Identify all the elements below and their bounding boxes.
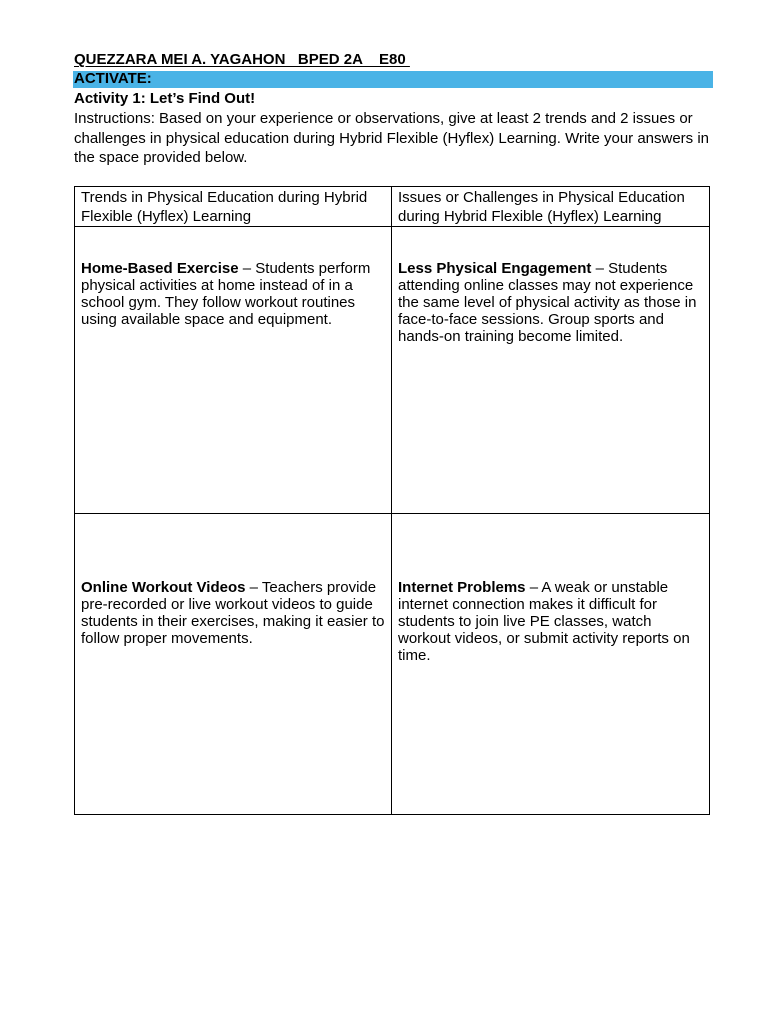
table-header-divider	[75, 226, 709, 227]
activate-section-bar	[73, 71, 713, 88]
trend-cell-2	[75, 579, 391, 647]
answer-table	[74, 186, 710, 815]
issue-term: Internet Problems	[398, 579, 526, 596]
header-trends: Trends in Physical Education during Hybrid Flexible (Hyflex) Learning	[81, 189, 368, 225]
activate-section-label: ACTIVATE:	[74, 70, 152, 87]
issue-cell-1	[392, 260, 710, 345]
instructions-text: Instructions: Based on your experience or observations, give at least 2 trends and 2 issues or challenges in physical education during Hybrid Flexible (Hyflex) Learning. Write your answers in the space provided below.	[74, 110, 710, 166]
trend-description: – Students perform physical activities at home instead of in a school gym. They follow workout routines using available space and equipment.	[81, 260, 371, 328]
trend-cell-1	[75, 260, 391, 328]
trend-term: Home-Based Exercise	[81, 260, 239, 277]
student-header: QUEZZARA MEI A. YAGAHON BPED 2A E80	[74, 51, 410, 68]
trend-description: – Teachers provide pre-recorded or live workout videos to guide students in their exercises, making it easier to follow proper movements.	[81, 579, 385, 647]
issue-term: Less Physical Engagement	[398, 260, 592, 277]
issue-description: – A weak or unstable internet connection makes it difficult for students to join live PE classes, watch workout videos, or submit activity reports on time.	[398, 579, 690, 664]
issue-description: – Students attending online classes may not experience the same level of physical activity as those in face-to-face sessions. Group sports and hands-on training become limited.	[398, 260, 697, 345]
issue-cell-2	[392, 579, 710, 664]
table-row-divider	[75, 513, 709, 514]
trend-term: Online Workout Videos	[81, 579, 246, 596]
activity-title: Activity 1: Let’s Find Out!	[74, 90, 256, 107]
header-issues: Issues or Challenges in Physical Education during Hybrid Flexible (Hyflex) Learning	[398, 189, 685, 225]
